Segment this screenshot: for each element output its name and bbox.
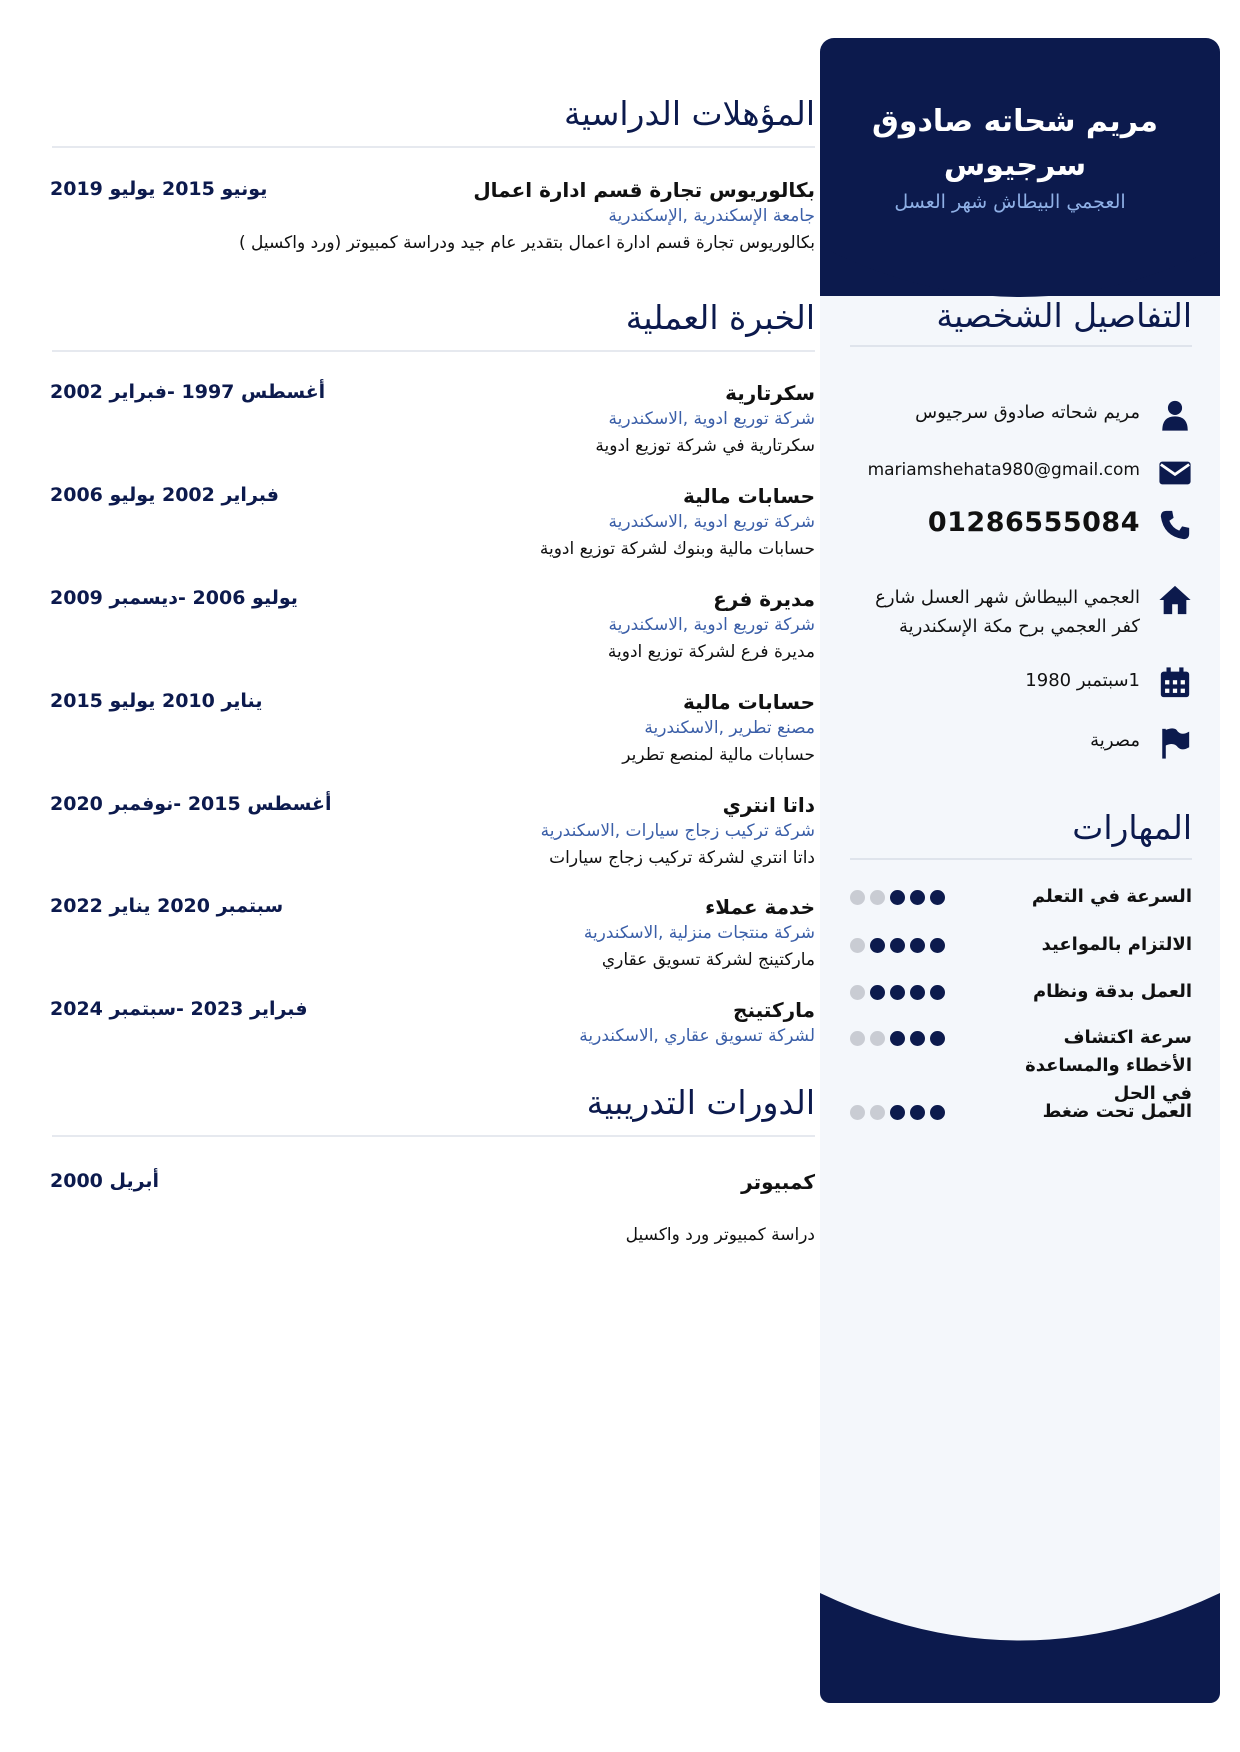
- experience-date: أغسطس 1997 -فبراير 2002: [50, 381, 326, 403]
- experience-title: حسابات مالية: [682, 484, 815, 508]
- rating-dot-filled: [930, 985, 945, 1000]
- skills-divider: [850, 858, 1192, 860]
- education-date: يونيو 2015 يوليو 2019: [50, 178, 268, 200]
- experience-date: سبتمبر 2020 يناير 2022: [50, 895, 284, 917]
- rating-dot-filled: [890, 985, 905, 1000]
- envelope-icon: [1158, 456, 1192, 490]
- rating-dot-empty: [850, 890, 865, 905]
- courses-desc: دراسة كمبيوتر ورد واكسيل: [625, 1225, 815, 1245]
- experience-date: أغسطس 2015 -نوفمبر 2020: [50, 793, 332, 815]
- rating-dot-filled: [930, 938, 945, 953]
- experience-date: يناير 2010 يوليو 2015: [50, 690, 263, 712]
- detail-name: مريم شحاته صادوق سرجيوس: [915, 402, 1140, 423]
- experience-title: ماركتينج: [733, 998, 815, 1022]
- courses-section-title: الدورات التدريبية: [586, 1083, 815, 1122]
- experience-divider: [52, 350, 815, 352]
- experience-entry: [50, 998, 815, 1088]
- rating-dot-filled: [870, 938, 885, 953]
- experience-title: سكرتارية: [725, 381, 815, 405]
- details-section-title: التفاصيل الشخصية: [936, 296, 1192, 335]
- experience-date: يوليو 2006 -ديسمبر 2009: [50, 587, 298, 609]
- rating-dot-filled: [910, 938, 925, 953]
- experience-date: فبراير 2002 يوليو 2006: [50, 484, 279, 506]
- rating-dot-filled: [870, 985, 885, 1000]
- home-icon: [1158, 583, 1192, 617]
- skill-row: [850, 931, 1192, 959]
- profile-headline: العجمي البيطاش شهر العسل: [894, 191, 1126, 213]
- experience-title: حسابات مالية: [682, 690, 815, 714]
- phone-icon: [1158, 508, 1192, 542]
- skill-rating: [850, 938, 950, 953]
- education-org: جامعة الإسكندرية ,الإسكندرية: [608, 206, 815, 226]
- skill-name: الالتزام بالمواعيد: [1041, 934, 1192, 955]
- experience-org: شركة توريع ادوية ,الاسكندرية: [608, 512, 815, 532]
- rating-dot-empty: [850, 985, 865, 1000]
- skill-rating: [850, 890, 950, 905]
- experience-org: شركة توريع ادوية ,الاسكندرية: [608, 409, 815, 429]
- detail-nationality: مصرية: [1090, 730, 1140, 751]
- experience-desc: حسابات مالية لمنصع تطرير: [622, 745, 815, 765]
- experience-entry: [50, 381, 815, 471]
- skill-name: العمل بدقة ونظام: [1032, 981, 1192, 1002]
- rating-dot-filled: [910, 890, 925, 905]
- experience-desc: مديرة فرع لشركة توزيع ادوية: [607, 642, 815, 662]
- skills-section-title: المهارات: [1072, 808, 1192, 847]
- education-desc: بكالوريوس تجارة قسم ادارة اعمال بتقدير عام جيد ودراسة كمبيوتر (ورد واكسيل ): [238, 233, 815, 253]
- experience-desc: ماركتينج لشركة تسويق عقاري: [601, 950, 815, 970]
- courses-divider: [52, 1135, 815, 1137]
- experience-entry: [50, 484, 815, 574]
- skill-name: سرعة اكتشاف الأخطاء والمساعدة في الحل: [1025, 1027, 1192, 1104]
- details-divider: [850, 345, 1192, 347]
- rating-dot-empty: [870, 1105, 885, 1120]
- skill-rating: [850, 1031, 950, 1046]
- experience-entry: [50, 587, 815, 677]
- experience-section-title: الخبرة العملية: [625, 298, 815, 337]
- education-entry: [50, 178, 815, 268]
- courses-date: أبريل 2000: [50, 1170, 160, 1192]
- detail-birthdate: 1سبتمبر 1980: [1025, 670, 1140, 691]
- detail-address: العجمي البيطاش شهر العسل شارع كفر العجمي برح مكة الإسكندرية: [875, 587, 1140, 637]
- calendar-icon: [1158, 666, 1192, 700]
- experience-org: لشركة تسويق عقاري ,الاسكندرية: [579, 1026, 815, 1046]
- sidebar: [820, 38, 1220, 1703]
- experience-desc: سكرتارية في شركة توزيع ادوية: [595, 436, 815, 456]
- rating-dot-filled: [890, 890, 905, 905]
- detail-nationality-row: [850, 726, 1192, 760]
- courses-entry: [50, 1170, 815, 1260]
- skill-row: [850, 1098, 1192, 1126]
- skill-row: [850, 1024, 1192, 1108]
- experience-entry: [50, 793, 815, 883]
- experience-org: شركة منتجات منزلية ,الاسكندرية: [583, 923, 815, 943]
- detail-phone-row: [850, 508, 1192, 542]
- detail-name-row: [850, 398, 1192, 432]
- rating-dot-filled: [910, 1031, 925, 1046]
- experience-title: مديرة فرع: [713, 587, 815, 611]
- detail-email[interactable]: mariamshehata980@gmail.com: [867, 460, 1140, 480]
- skill-rating: [850, 1105, 950, 1120]
- skill-name: العمل تحت ضغط: [1042, 1101, 1192, 1122]
- detail-address-row: [850, 583, 1192, 641]
- rating-dot-filled: [890, 938, 905, 953]
- rating-dot-empty: [850, 1105, 865, 1120]
- experience-org: شركة توريع ادوية ,الاسكندرية: [608, 615, 815, 635]
- experience-org: مصنع تطرير ,الاسكندرية: [644, 718, 815, 738]
- user-icon: [1158, 398, 1192, 432]
- rating-dot-filled: [910, 985, 925, 1000]
- rating-dot-filled: [930, 1105, 945, 1120]
- experience-title: داتا انتري: [722, 793, 815, 817]
- experience-title: خدمة عملاء: [705, 895, 815, 919]
- skill-rating: [850, 985, 950, 1000]
- rating-dot-empty: [870, 1031, 885, 1046]
- footer-curve: [820, 1593, 1220, 1703]
- rating-dot-filled: [890, 1105, 905, 1120]
- education-title: بكالوريوس تجارة قسم ادارة اعمال: [473, 178, 815, 202]
- rating-dot-filled: [930, 890, 945, 905]
- profile-name: مريم شحاته صادوق سرجيوس: [872, 104, 1158, 183]
- rating-dot-filled: [890, 1031, 905, 1046]
- detail-phone[interactable]: 01286555084: [927, 507, 1140, 538]
- detail-email-row: [850, 456, 1192, 490]
- education-divider: [52, 146, 815, 148]
- skill-name: السرعة في التعلم: [1031, 886, 1192, 907]
- rating-dot-filled: [910, 1105, 925, 1120]
- skill-row: [850, 883, 1192, 911]
- rating-dot-filled: [930, 1031, 945, 1046]
- rating-dot-empty: [850, 1031, 865, 1046]
- detail-birthdate-row: [850, 666, 1192, 700]
- education-section-title: المؤهلات الدراسية: [564, 94, 815, 133]
- rating-dot-empty: [850, 938, 865, 953]
- rating-dot-empty: [870, 890, 885, 905]
- experience-desc: داتا انتري لشركة تركيب زجاج سيارات: [549, 848, 815, 868]
- experience-entry: [50, 690, 815, 780]
- flag-icon: [1158, 726, 1192, 760]
- experience-entry: [50, 895, 815, 985]
- experience-desc: حسابات مالية وبنوك لشركة توزيع ادوية: [539, 539, 815, 559]
- skill-row: [850, 978, 1192, 1006]
- courses-title: كمبيوتر: [741, 1170, 815, 1194]
- experience-org: شركة تركيب زجاج سيارات ,الاسكندرية: [540, 821, 815, 841]
- experience-date: فبراير 2023 -سبتمبر 2024: [50, 998, 308, 1020]
